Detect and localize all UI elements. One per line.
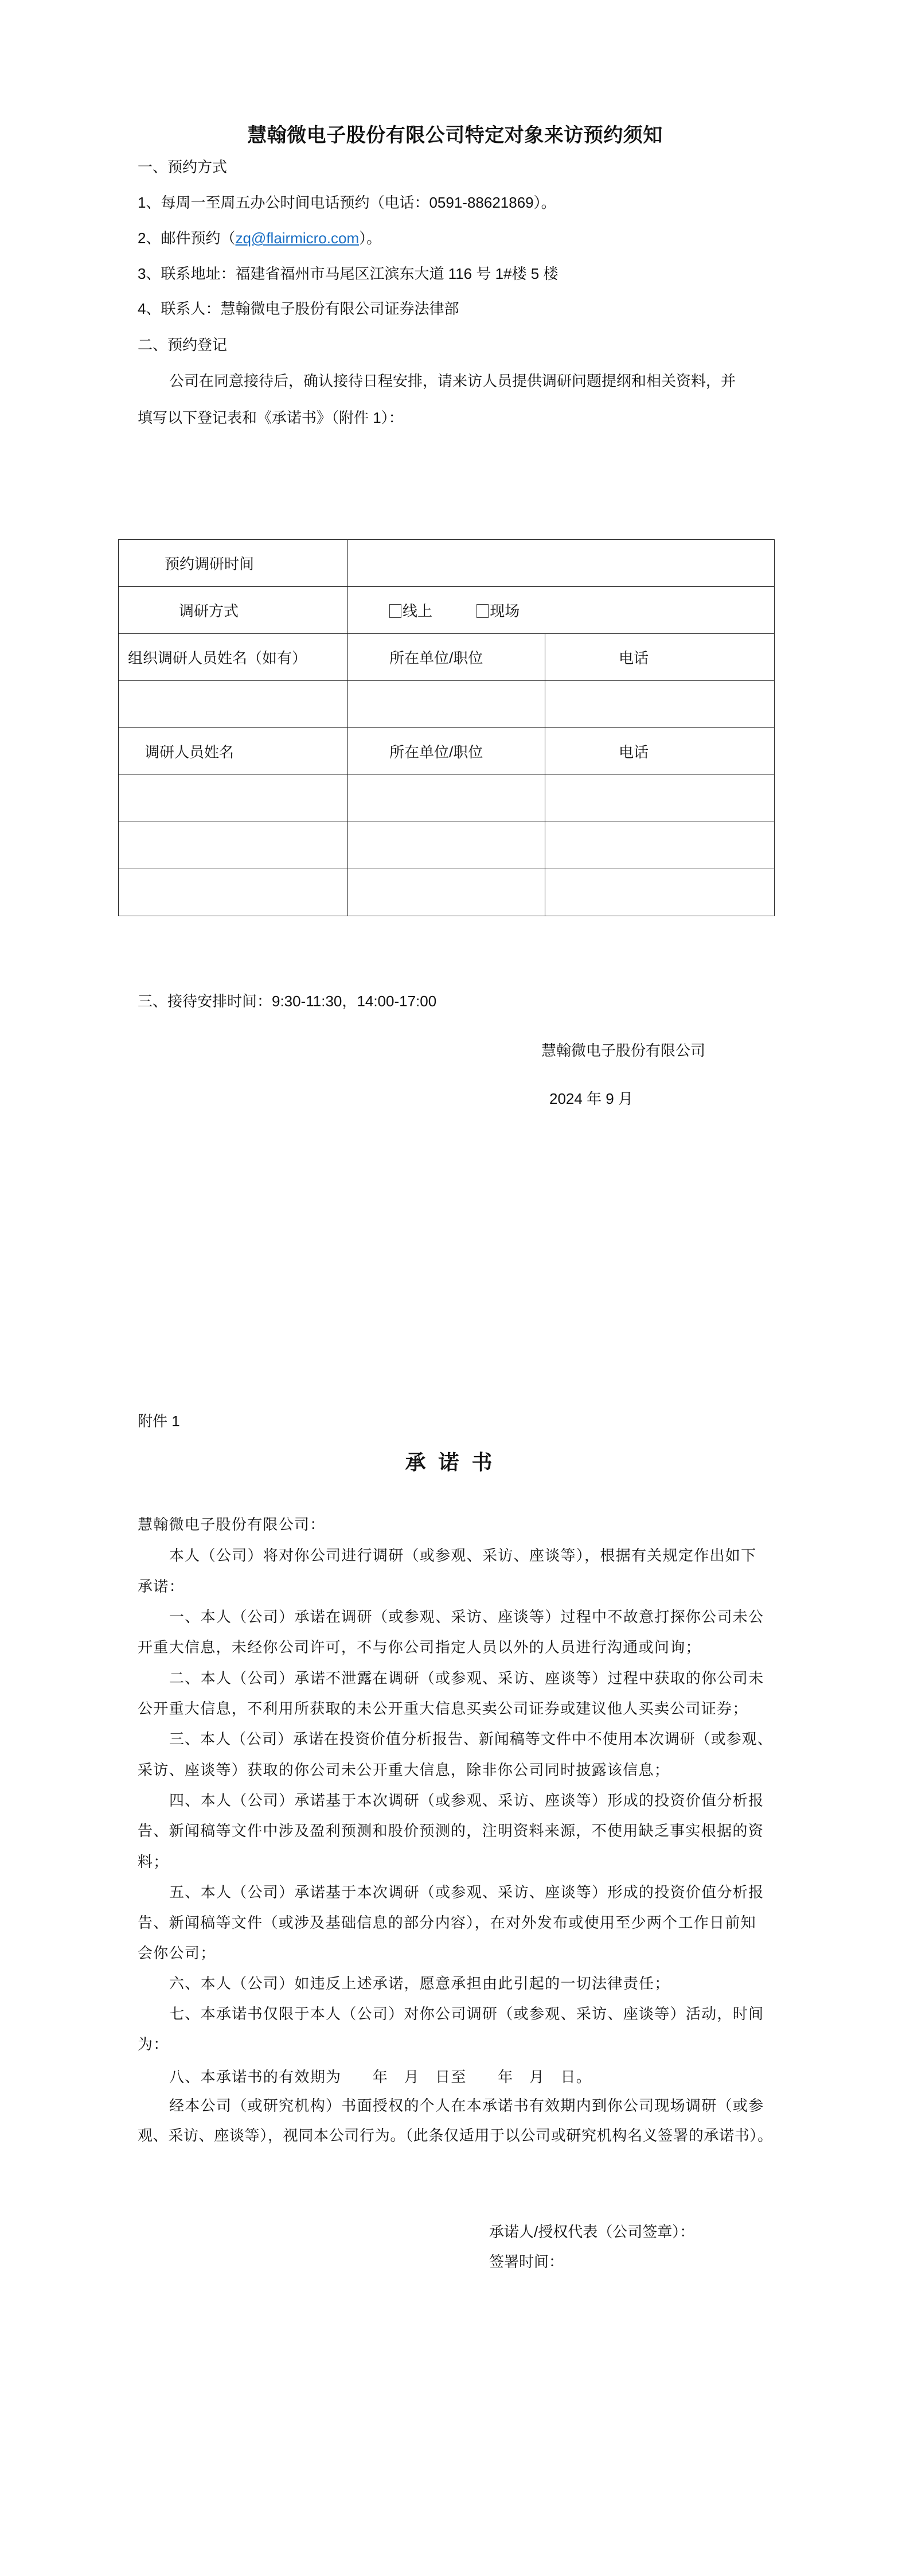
researcher-phone-input[interactable] [545, 822, 775, 869]
organizer-name-input[interactable] [119, 681, 348, 728]
commitment-line: 为： [138, 2036, 169, 2053]
table-row-method [119, 587, 775, 634]
commitment-line: 四、本人（公司）承诺基于本次调研（或参观、采访、座谈等）形成的投资价值分析报 [169, 1792, 764, 1809]
checkbox-icon[interactable] [477, 604, 489, 618]
commitment-line: 八、本承诺书的有效期为 年 月 日至 年 月 日。 [169, 2068, 592, 2085]
attachment-label: 附件 1 [138, 1412, 180, 1430]
section-heading-registration: 二、预约登记 [138, 336, 228, 353]
booking-item-phone: 1、每周一至周五办公时间电话预约（电话：0591-88621869）。 [138, 194, 556, 211]
commitment-line: 公开重大信息，不利用所获取的未公开重大信息买卖公司证券或建议他人买卖公司证券； [138, 1700, 748, 1717]
commitment-title: 承诺书 [405, 1450, 505, 1474]
commitment-line: 六、本人（公司）如违反上述承诺，愿意承担由此引起的一切法律责任； [169, 1975, 670, 1992]
researcher-phone-input[interactable] [545, 775, 775, 822]
signature-date: 2024 年 9 月 [549, 1090, 633, 1107]
researcher-name-header: 调研人员姓名 [119, 728, 348, 775]
organizer-phone-header: 电话 [545, 634, 775, 681]
table-row-organizer-entry [119, 681, 775, 728]
commitment-line: 告、新闻稿等文件（或涉及基础信息的部分内容），在对外发布或使用至少两个工作日前知 [138, 1914, 757, 1931]
researcher-name-input[interactable] [119, 869, 348, 916]
table-row-researcher-entry [119, 775, 775, 822]
commitment-line: 三、本人（公司）承诺在投资价值分析报告、新闻稿等文件中不使用本次调研（或参观、 [169, 1730, 773, 1748]
reception-hours: 三、接待安排时间：9:30-11:30，14:00-17:00 [138, 993, 437, 1010]
organizer-name-header: 组织调研人员姓名（如有） [119, 634, 348, 681]
researcher-name-input[interactable] [119, 775, 348, 822]
researcher-unit-header: 所在单位/职位 [348, 728, 545, 775]
booking-item-address: 3、联系地址：福建省福州市马尾区江滨东大道 116 号 1#楼 5 楼 [138, 265, 559, 282]
email-suffix: ）。 [359, 229, 382, 247]
appointment-time-label: 预约调研时间 [119, 540, 348, 587]
organizer-unit-header: 所在单位/职位 [348, 634, 545, 681]
researcher-unit-input[interactable] [348, 869, 545, 916]
commitment-line: 采访、座谈等）获取的你公司未公开重大信息，除非你公司同时披露该信息； [138, 1761, 670, 1779]
registration-paragraph-line2: 填写以下登记表和《承诺书》（附件 1）： [138, 409, 404, 426]
option-online[interactable]: 线上 [389, 600, 432, 621]
commitment-line: 料； [138, 1853, 169, 1870]
commitment-line: 经本公司（或研究机构）书面授权的个人在本承诺书有效期内到你公司现场调研（或参 [169, 2097, 764, 2114]
addressee: 慧翰微电子股份有限公司： [138, 1516, 326, 1533]
method-label: 调研方式 [119, 587, 348, 634]
researcher-unit-input[interactable] [348, 822, 545, 869]
organizer-phone-input[interactable] [545, 681, 775, 728]
commitment-line: 二、本人（公司）承诺不泄露在调研（或参观、采访、座谈等）过程中获取的你公司未 [169, 1670, 764, 1687]
booking-item-email [138, 228, 774, 248]
email-prefix: 2、邮件预约（ [138, 229, 236, 247]
table-row-researcher-entry [119, 869, 775, 916]
commitment-line: 告、新闻稿等文件中涉及盈利预测和股价预测的，注明资料来源，不使用缺乏事实根据的资 [138, 1822, 764, 1839]
researcher-phone-header: 电话 [545, 728, 775, 775]
researcher-unit-input[interactable] [348, 775, 545, 822]
page-title: 慧翰微电子股份有限公司特定对象来访预约须知 [247, 124, 663, 146]
commitment-line: 观、采访、座谈等），视同本公司行为。（此条仅适用于以公司或研究机构名义签署的承诺书）。 [138, 2127, 773, 2144]
table-row-appointment-time [119, 540, 775, 587]
commitment-line: 七、本承诺书仅限于本人（公司）对你公司调研（或参观、采访、座谈等）活动，时间 [169, 2005, 764, 2022]
appointment-time-input[interactable] [348, 540, 775, 587]
table-row-researcher-entry [119, 822, 775, 869]
researcher-name-input[interactable] [119, 822, 348, 869]
checkbox-icon[interactable] [389, 604, 401, 618]
option-onsite[interactable]: 现场 [477, 600, 520, 621]
signer-label: 承诺人/授权代表（公司签章）： [489, 2223, 695, 2240]
booking-item-contact: 4、联系人：慧翰微电子股份有限公司证券法律部 [138, 300, 459, 317]
organizer-unit-input[interactable] [348, 681, 545, 728]
registration-paragraph-line1: 公司在同意接待后，确认接待日程安排，请来访人员提供调研问题提纲和相关资料，并 [169, 372, 736, 390]
commitment-line: 一、本人（公司）承诺在调研（或参观、采访、座谈等）过程中不故意打探你公司未公 [169, 1608, 764, 1625]
table-row-organizer-header [119, 634, 775, 681]
commitment-line: 五、本人（公司）承诺基于本次调研（或参观、采访、座谈等）形成的投资价值分析报 [169, 1884, 764, 1901]
commitment-line: 会你公司； [138, 1944, 216, 1962]
sign-time-label: 签署时间： [489, 2253, 564, 2270]
email-link[interactable]: zq@flairmicro.com [235, 229, 360, 247]
signature-company: 慧翰微电子股份有限公司 [541, 1042, 706, 1059]
commitment-line: 本人（公司）将对你公司进行调研（或参观、采访、座谈等），根据有关规定作出如下 [169, 1547, 757, 1564]
registration-table [118, 539, 775, 916]
commitment-line: 开重大信息，未经你公司许可，不与你公司指定人员以外的人员进行沟通或问询； [138, 1639, 701, 1656]
section-heading-booking-methods: 一、预约方式 [138, 158, 228, 176]
commitment-line: 承诺： [138, 1578, 185, 1595]
method-options [348, 587, 775, 634]
researcher-phone-input[interactable] [545, 869, 775, 916]
table-row-researcher-header [119, 728, 775, 775]
